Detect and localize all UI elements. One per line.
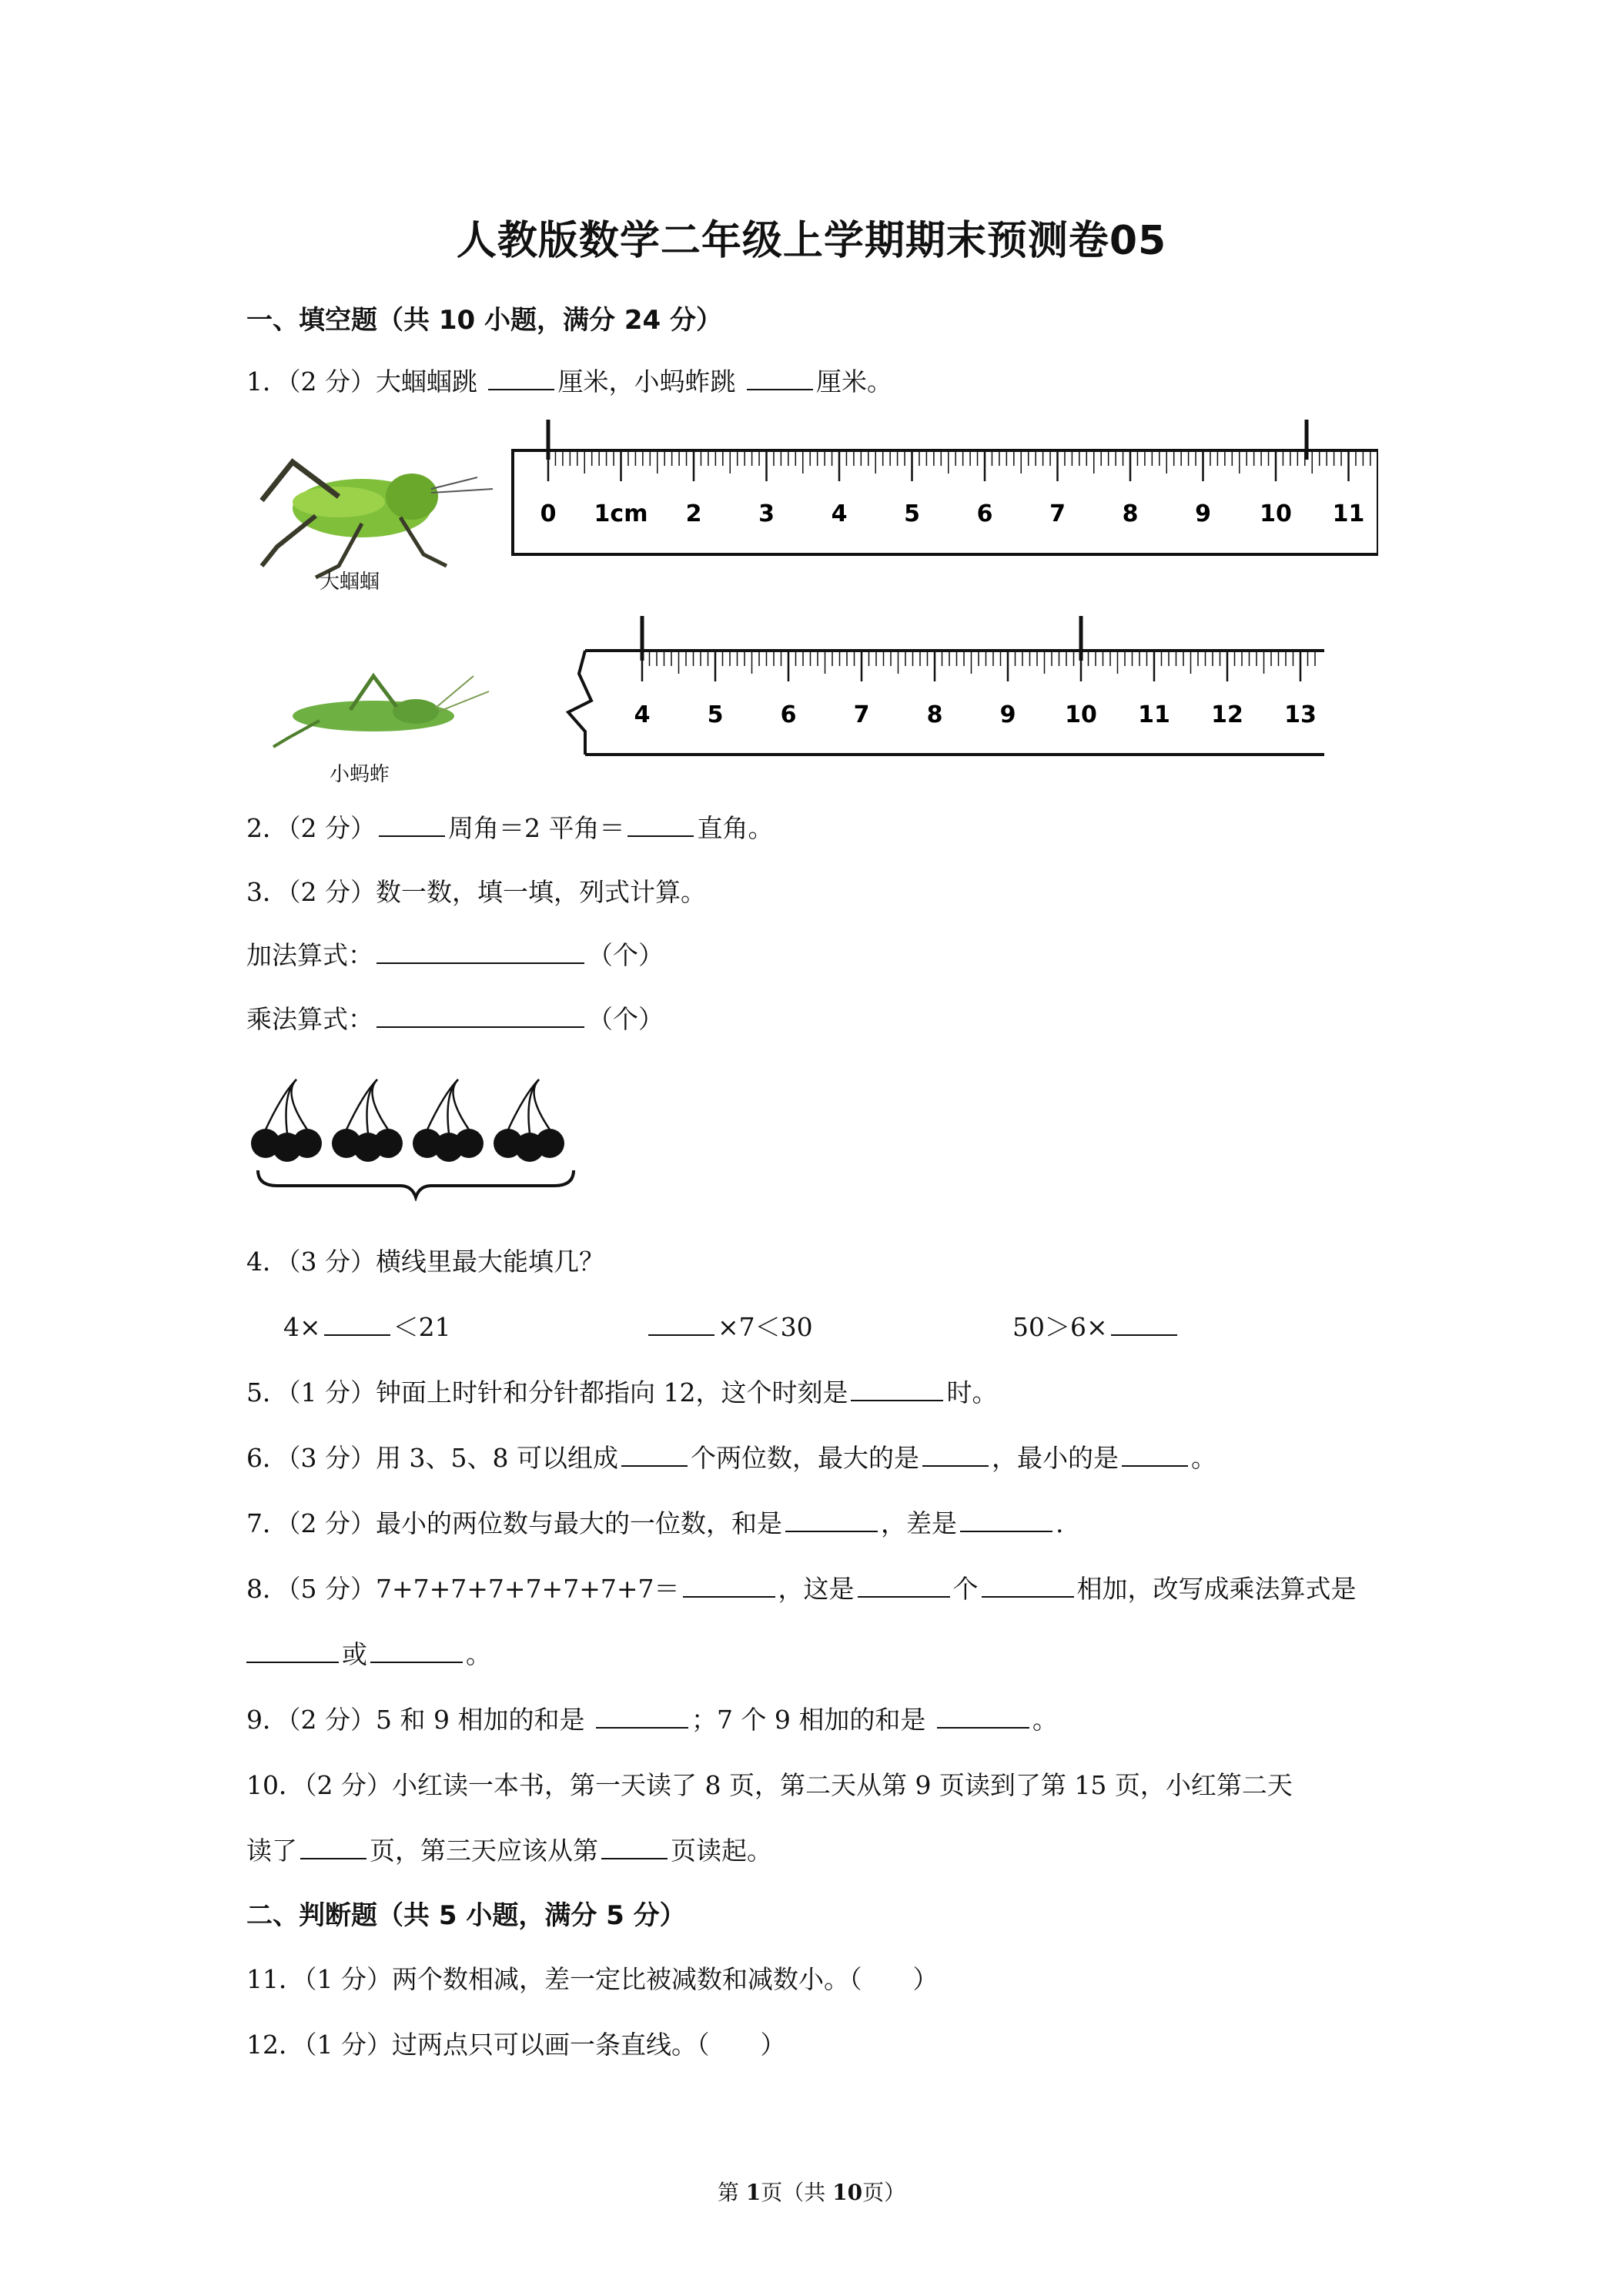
q8-text: 8．（5 分）7+7+7+7+7+7+7+7＝: [246, 1574, 680, 1604]
ruler-label: 6: [780, 701, 797, 728]
ruler-label: 13: [1284, 701, 1317, 728]
ruler-label: 7: [853, 701, 870, 728]
answer-blank[interactable]: [379, 812, 445, 837]
section-heading-fill-in: 一、填空题（共 10 小题，满分 24 分）: [246, 305, 722, 336]
answer-blank[interactable]: [922, 1442, 989, 1467]
cherry-stem: [292, 1079, 307, 1130]
q2-text: 2．（2 分）: [246, 813, 376, 843]
answer-blank[interactable]: [596, 1704, 688, 1729]
q6-text: ，最小的是: [991, 1443, 1119, 1473]
cherries-image: [246, 1070, 585, 1201]
page-title: 人教版数学二年级上学期期末预测卷05: [456, 218, 1167, 264]
q2-text: 直角。: [697, 813, 774, 843]
q6-text: 6．（3 分）用 3、5、8 可以组成: [246, 1443, 618, 1473]
unit-label: （个）: [587, 940, 664, 970]
question-6: [246, 1438, 1216, 1474]
footer-text: 页）: [862, 2180, 906, 2205]
cherry: [454, 1129, 484, 1158]
ruler-label: 3: [758, 500, 775, 527]
addition-label: 加法算式：: [246, 940, 373, 970]
ruler-label: 8: [926, 701, 943, 728]
cherry: [293, 1129, 322, 1158]
answer-blank[interactable]: [488, 366, 554, 390]
ruler-label: 9: [1195, 500, 1211, 527]
answer-blank[interactable]: [960, 1508, 1052, 1532]
answer-blank[interactable]: [747, 366, 813, 390]
answer-blank[interactable]: [785, 1508, 878, 1532]
question-5: [246, 1373, 997, 1409]
ruler-label: 8: [1122, 500, 1139, 527]
question-11: 11．（1 分）两个数相减，差一定比被减数和减数小。（ ）: [246, 1964, 939, 1994]
ruler-label: 2: [685, 500, 702, 527]
answer-blank[interactable]: [376, 1003, 584, 1028]
q4-text: 4×: [283, 1312, 321, 1342]
answer-blank[interactable]: [982, 1573, 1074, 1598]
q10-text: 页读起。: [671, 1836, 772, 1866]
question-9: [246, 1700, 1058, 1736]
q9-text: 。: [1032, 1705, 1058, 1735]
ruler-label: 12: [1211, 701, 1243, 728]
q6-text: 。: [1190, 1443, 1216, 1473]
ruler-label: 5: [707, 701, 724, 728]
answer-blank[interactable]: [858, 1573, 950, 1598]
question-12: 12．（1 分）过两点只可以画一条直线。（ ）: [246, 2030, 786, 2060]
question-10-line-2: [246, 1831, 772, 1867]
q1-text: 1．（2 分）大蝈蝈跳: [246, 366, 486, 397]
q10-text: 页，第三天应该从第: [370, 1836, 598, 1866]
footer-text: 第: [717, 2180, 746, 2205]
question-10: 10．（2 分）小红读一本书，第一天读了 8 页，第二天从第 9 页读到了第 15 页，小红第二天: [246, 1770, 1293, 1800]
ruler-2: [554, 608, 1324, 762]
q4-text: 50＞6×: [1012, 1312, 1108, 1342]
ruler-label: 10: [1260, 500, 1292, 527]
q8-text: 相加，改写成乘法算式是: [1076, 1574, 1357, 1604]
section-heading-true-false: 二、判断题（共 5 小题，满分 5 分）: [246, 1900, 686, 1931]
ruler-label: 4: [831, 500, 848, 527]
ruler-label: 0: [540, 500, 557, 527]
q4-item-b: [645, 1307, 813, 1344]
q2-text: 周角＝2 平角＝: [447, 813, 625, 843]
answer-blank[interactable]: [376, 939, 584, 964]
question-8: [246, 1569, 1357, 1605]
q8-text: 。: [466, 1639, 491, 1669]
q7-text: ，差是: [880, 1508, 957, 1538]
question-4: 4．（3 分）横线里最大能填几？: [246, 1247, 604, 1277]
q9-text: ；7 个 9 相加的和是: [691, 1705, 934, 1735]
answer-blank[interactable]: [370, 1638, 463, 1663]
multiplication-line: [246, 999, 664, 1036]
multiplication-label: 乘法算式：: [246, 1004, 373, 1034]
q1-text: 厘米。: [815, 366, 892, 397]
q8-text: 个: [952, 1574, 979, 1604]
question-8-line-2: [246, 1635, 491, 1671]
answer-blank[interactable]: [300, 1835, 366, 1859]
q4-item-a: [283, 1307, 451, 1344]
q4-item-c: [1012, 1307, 1180, 1344]
answer-blank[interactable]: [601, 1835, 668, 1859]
unit-label: （个）: [587, 1004, 664, 1034]
q5-text: 时。: [946, 1377, 998, 1407]
cherry-stem: [373, 1079, 388, 1130]
q9-text: 9．（2 分）5 和 9 相加的和是: [246, 1705, 593, 1735]
q8-text: 或: [342, 1639, 367, 1669]
ruler-label: 11: [1332, 500, 1365, 527]
cherry-stem: [453, 1079, 469, 1130]
answer-blank[interactable]: [324, 1311, 390, 1336]
question-7: [246, 1504, 1063, 1540]
q7-text: .: [1055, 1508, 1064, 1538]
question-1: [246, 362, 892, 398]
cherry: [373, 1129, 403, 1158]
q7-text: 7．（2 分）最小的两位数与最大的一位数，和是: [246, 1508, 782, 1538]
q4-text: ×7＜30: [718, 1312, 813, 1342]
ruler-label: 1cm: [594, 500, 648, 527]
q1-text: 厘米，小蚂蚱跳: [557, 366, 744, 397]
answer-blank[interactable]: [627, 812, 694, 837]
ruler-label: 7: [1049, 500, 1066, 527]
answer-blank[interactable]: [1111, 1311, 1177, 1336]
ruler-1: [508, 412, 1378, 566]
ruler-label: 6: [976, 500, 993, 527]
answer-blank[interactable]: [648, 1311, 714, 1336]
q6-text: 个两位数，最大的是: [690, 1443, 919, 1473]
ruler-label: 5: [904, 500, 920, 527]
locust-image: [266, 661, 497, 761]
question-3: 3．（2 分）数一数，填一填，列式计算。: [246, 877, 706, 907]
footer-text: 页（共: [761, 2180, 833, 2205]
page-number: 1: [745, 2180, 761, 2205]
page-footer: [0, 2176, 1623, 2207]
answer-blank[interactable]: [851, 1377, 943, 1401]
locust-caption: 小蚂蚱: [330, 763, 390, 786]
cherry: [535, 1129, 564, 1158]
q5-text: 5．（1 分）钟面上时针和分针都指向 12，这个时刻是: [246, 1377, 848, 1407]
ruler-label: 10: [1065, 701, 1097, 728]
addition-line: [246, 935, 664, 972]
q10-text: 读了: [246, 1836, 297, 1866]
q8-text: ，这是: [778, 1574, 855, 1604]
question-2: [246, 808, 773, 845]
q4-text: ＜21: [393, 1312, 451, 1342]
answer-blank[interactable]: [1122, 1442, 1188, 1467]
answer-blank[interactable]: [621, 1442, 688, 1467]
answer-blank[interactable]: [937, 1704, 1029, 1729]
grasshopper-caption: 大蝈蝈: [320, 571, 380, 594]
ruler-label: 11: [1138, 701, 1170, 728]
ruler-label: 9: [999, 701, 1016, 728]
answer-blank[interactable]: [246, 1638, 339, 1663]
ruler-label: 4: [634, 701, 651, 728]
cherry-stem: [534, 1079, 550, 1130]
page-total: 10: [832, 2180, 863, 2205]
answer-blank[interactable]: [683, 1573, 775, 1598]
